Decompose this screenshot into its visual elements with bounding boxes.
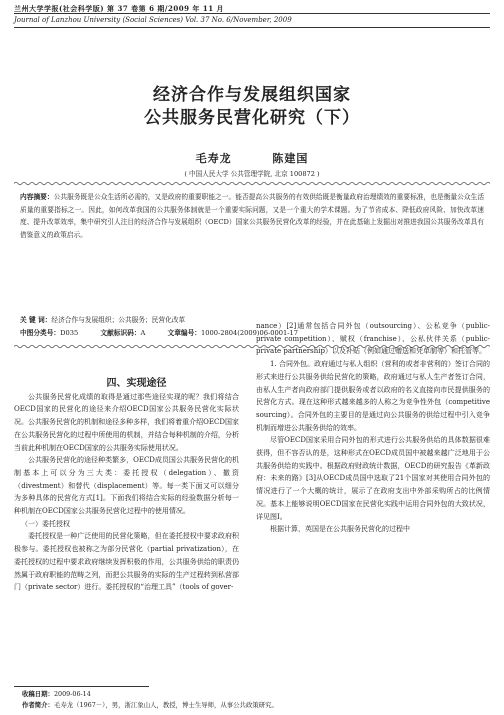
- paragraph: 公共服务民营化的途径种类繁多，OECD成员国公共服务民营化的机制基本上可以分为三大类：委托授权（delegation）、撤资（divestment）和替代（displacement）等。每一类下面又可以细分为多种具体的民营化方式[1]。下面我们将结合实际的经验数据分析每一种机制在OECD国家公共服务民营化过程中的使用情况。: [14, 456, 239, 516]
- paragraph: 委托授权是一种广泛使用的民营化策略，但在委托授权中要求政府积极参与。委托授权也被称之为部分民营化（partial privatization），在委托授权的过程中要求政府继续发挥积极的作用，公共服务供给的职责仍然属于政府职能的范畴之列，而把公共服务的实际的生产过程转到私营部门（private sector）进行。委托授权的“治理工具”（tools of gover-: [14, 532, 239, 592]
- article-title-line1: 经济合作与发展组织国家: [153, 85, 351, 105]
- paragraph: 公共服务民营化成绩的取得是通过那些途径实现的呢？我们将结合OECD国家的民营化的途径来介绍OECD国家公共服务民营化实际状况。公共服务民营化的机制和途径多种多样，我们将着重介绍OECD国家在公共服务民营化的过程中所使用的机制，并结合每种机制的介绍，分析当前此种机制在OECD国家的公共服务实际使用状况。: [14, 392, 239, 452]
- footnote-author-bio: [22, 700, 278, 709]
- journal-header-cn: 兰州大学学报(社会科学版) 第 37 卷第 6 期/2009 年 11 月: [14, 4, 225, 13]
- right-column: [256, 320, 490, 536]
- received-date: 2009-06-14: [53, 690, 91, 698]
- paragraph: nance）[2]通常包括合同外包（outsourcing）、公私竞争（public-private competition）、赋权（franchise）、公私伙伴关系（public-private partnership）以及补贴（例如通过赠送和凭单制等）和托管等。: [256, 322, 490, 356]
- wavy-rule-top: [14, 181, 490, 186]
- footnote-received: [22, 689, 91, 698]
- footnote-rule: [14, 686, 149, 687]
- article-title-line2: 公共服务民营化研究（下）: [144, 108, 360, 128]
- keywords-text: 经济合作与发展组织；公共服务；民营化改革: [51, 316, 186, 324]
- paragraph: 根据计算，英国是在公共服务民营化的过程中: [270, 525, 410, 534]
- abstract-label: 内容摘要：: [20, 193, 54, 201]
- doc-code-value: A: [140, 329, 146, 337]
- bio-text: 毛寿龙（1967－），男，浙江象山人，教授，博士生导师，从事公共政策研究。: [53, 701, 278, 709]
- abstract-text: 公共服务既是公众生活所必需的，又是政府的重要职能之一。能否提高公共服务的有效供给既是衡量政府治理绩效的重要标准，也是衡量公众生活质量的重要指标之一。因此，如何改革我国的公共服务体制就是一个重要实际问题，又是一个重大的学术课题。为了节省成本、降低政府风险、加快改革速度、提升改革效率，集中研究引人注目的经济合作与发展组织（OECD）国家公共服务民营化改革的经验，并在此基础上发掘出对推进我国公共服务改革具有借鉴意义的政策启示。: [20, 193, 485, 239]
- article-id-value: 1000-2804(2009)06-0001-17: [200, 329, 299, 337]
- header-rule-bottom: [14, 27, 490, 28]
- paragraph: 1. 合同外包。政府通过与私人组织（营利的或者非营利的）签订合同的形式来进行公共服务供给民营化的策略，政府通过与私人生产者签订合同，由私人生产者向政府部门提供服务或者以政府的名义直接向市民提供服务的民营化方式。现在这种形式越来越多的人称之为竞争性外包（competitive sourcing）。合同外包的主要目的是通过向公共服务的供给过程中引入竞争机制而增进公共服务供给的效率。: [256, 360, 490, 432]
- clc-value: D035: [60, 329, 79, 337]
- abstract: [20, 191, 484, 241]
- section-heading: 四、实现途径: [106, 378, 167, 389]
- author-name: 毛寿龙: [195, 152, 232, 165]
- keywords-label: 关 键 词：: [20, 316, 52, 324]
- header-rule-top: [14, 13, 490, 14]
- article-id-label: 文章编号：: [167, 329, 201, 337]
- paragraph: 尽管OECD国家采用合同外包的形式进行公共服务供给的具体数据很难获得，但不容否认的是，这种形式在OECD成员国中被越来越广泛地用于公共服务供给的实践中。根据政府财政统计数据，OECD的研究报告《革新政府：未来的路》[3]从OECD成员国中选取了21个国家对其使用合同外包的情况进行了一个大概的统计，展示了在政府支出中外部采购所占的比例情况。基本上能够说明OECD国家在民营化实践中运用合同外包的大致状况，详见图Ⅰ。: [256, 436, 490, 521]
- bio-label: 作者简介：: [22, 701, 54, 709]
- clc-label: 中图分类号：: [20, 329, 61, 337]
- author-name: 陈建国: [272, 152, 309, 165]
- received-label: 收稿日期：: [22, 690, 54, 698]
- journal-header-en: Journal of Lanzhou University (Social Sciences) Vol. 37 No. 6/November, 2009: [14, 16, 292, 24]
- left-column: [14, 378, 239, 594]
- author-list: [0, 150, 504, 166]
- subsection-heading: （一）委托授权: [21, 519, 70, 528]
- doc-code-label: 文献标识码：: [100, 329, 141, 337]
- author-affiliation: ( 中国人民大学 公共管理学院, 北京 100872 ): [184, 170, 320, 178]
